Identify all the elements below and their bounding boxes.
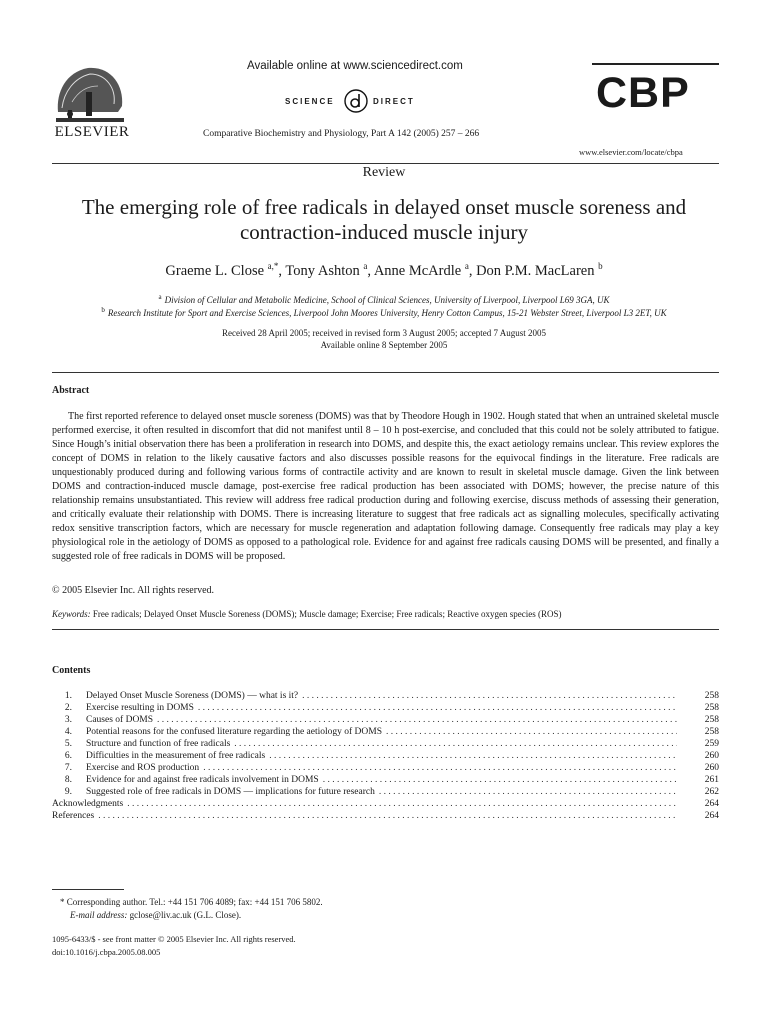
toc-title: Delayed Onset Muscle Soreness (DOMS) — what is it?: [86, 691, 299, 701]
toc-title: Acknowledgments: [52, 799, 124, 809]
received-dates: Received 28 April 2005; received in revised form 3 August 2005; accepted 7 August 2005: [222, 328, 546, 338]
toc-number: 1.: [64, 691, 72, 701]
email-label: E-mail address:: [70, 910, 128, 920]
keywords-text: Free radicals; Delayed Onset Muscle Soreness (DOMS); Muscle damage; Exercise; Free radicals; Reactive oxygen species (ROS): [92, 609, 562, 619]
toc-title: Structure and function of free radicals: [86, 739, 231, 749]
affiliation-b: [0, 306, 768, 318]
journal-citation: Comparative Biochemistry and Physiology, Part A 142 (2005) 257 – 266: [203, 129, 480, 139]
toc-number: 2.: [64, 703, 72, 713]
toc-leader: [234, 738, 677, 750]
author-name: Tony Ashton: [285, 262, 360, 279]
toc-page: 261: [704, 775, 719, 785]
abstract-body: The first reported reference to delayed onset muscle soreness (DOMS) was that by Theodore Hough in 1902. Hough stated that when an untrained skeletal muscle performed exercise, it often resulted in discomfort that did not manifest until 8 – 10 h post-exercise, and concluded that this could not be solely attributed to fatigue. Since Hough’s initial observation there has been a proliferation in research into DOMS, and despite this, the exact aetiology remains unclear. This review explores the concept of DOMS in relation to the likely causative factors and also discusses possible reasons for the equivocal findings in the literature. Free radicals are unquestionably produced during and following various forms of contractile activity and are known to result in skeletal muscle damage. Given the link between DOMS and contraction-induced muscle damage, post-exercise free radical production has been associated with DOMS; however, the precise nature of this relationship remains unsubstantiated. This review will address free radical production during and following exercise, discuss methods of assessing their generation, and critically evaluate their relationship with DOMS. There is increasing literature to suggest that free radicals act as signalling molecules, specifically activating redox sensitive transcription factors, which are necessary for muscle regeneration and adaptation following damage. Consequently free radicals may play a key physiological role in the aetiology of DOMS as opposed to a pathological role. Evidence for and against free radicals causing DOMS will be presented, and finally a suggested role of free radicals in DOMS will be proposed.: [52, 411, 719, 562]
toc-page: 260: [704, 763, 719, 773]
sciencedirect-logo: [285, 88, 435, 118]
toc-title: References: [52, 811, 95, 821]
toc-page: 260: [704, 751, 719, 761]
toc-leader: [386, 726, 677, 738]
toc-leader: [379, 786, 677, 798]
corresponding-mark: *: [60, 897, 65, 907]
abstract-copyright: © 2005 Elsevier Inc. All rights reserved.: [52, 585, 215, 596]
available-online-date: Available online 8 September 2005: [320, 340, 448, 350]
sciencedirect-logo-right: DIRECT: [373, 97, 415, 106]
toc-item[interactable]: [52, 738, 719, 750]
corresponding-author-footnote: [60, 897, 323, 907]
doi-line[interactable]: doi:10.1016/j.cbpa.2005.08.005: [52, 947, 161, 957]
toc-number: 8.: [64, 775, 72, 785]
toc-item[interactable]: [52, 762, 719, 774]
toc-leader: [302, 690, 677, 702]
toc-leader: [203, 762, 677, 774]
toc-number: 3.: [64, 715, 72, 725]
author-name: Graeme L. Close: [165, 262, 265, 279]
toc-title: Causes of DOMS: [86, 715, 154, 725]
toc-item[interactable]: [52, 714, 719, 726]
keywords-label: Keywords:: [52, 609, 91, 619]
toc-number: 9.: [64, 787, 72, 797]
toc-title: Suggested role of free radicals in DOMS — implications for future research: [86, 787, 375, 797]
toc-number: 6.: [64, 751, 72, 761]
article-type: Review: [362, 165, 406, 180]
email-footnote: [70, 910, 241, 920]
affiliation-mark: b: [101, 306, 105, 314]
corresponding-text: Corresponding author. Tel.: +44 151 706 4089; fax: +44 151 706 5802.: [66, 897, 323, 907]
toc-item[interactable]: [52, 702, 719, 714]
toc-page: 259: [704, 739, 719, 749]
toc-number: 7.: [64, 763, 72, 773]
keywords: [52, 609, 562, 619]
sciencedirect-logo-left: SCIENCE: [285, 97, 335, 106]
abstract-top-divider: [52, 372, 719, 373]
table-of-contents: [52, 690, 719, 822]
toc-number: 4.: [64, 727, 72, 737]
toc-leader: [323, 774, 677, 786]
toc-item[interactable]: [52, 786, 719, 798]
toc-title: Exercise resulting in DOMS: [86, 703, 194, 713]
toc-page: 258: [704, 703, 719, 713]
affiliation-text: Division of Cellular and Metabolic Medicine, School of Clinical Sciences, University of Liverpool, Liverpool L69 3GA, UK: [164, 295, 610, 305]
toc-item[interactable]: [52, 726, 719, 738]
affiliation-mark: a: [158, 293, 162, 301]
available-online-text: Available online at www.sciencedirect.com: [247, 60, 463, 72]
toc-page: 264: [704, 799, 719, 809]
author-affiliation-mark[interactable]: b: [598, 261, 603, 271]
affiliation-a: [0, 293, 768, 305]
toc-page: 258: [704, 727, 719, 737]
contents-heading: Contents: [52, 665, 91, 676]
affiliation-text: Research Institute for Sport and Exercise Sciences, Liverpool John Moores University, Henry Cotton Campus, 15-21 Webster Street, Liverpool L3 2ET, UK: [107, 308, 667, 318]
toc-number: 5.: [64, 739, 72, 749]
author-list: Graeme L. Close $^{a,*}$, Tony Ashton $^a$, Anne McArdle $^a$, Don P.M. MacLaren $^b$: [165, 261, 603, 279]
author-affiliation-mark[interactable]: a: [464, 261, 469, 271]
toc-page: 258: [704, 691, 719, 701]
abstract-bottom-divider: [52, 629, 719, 630]
toc-leader: [198, 702, 677, 714]
toc-leader: [98, 810, 677, 822]
footnote-divider: [52, 889, 124, 890]
toc-item[interactable]: [52, 798, 719, 810]
toc-title: Evidence for and against free radicals involvement in DOMS: [86, 775, 319, 785]
author-name: Anne McArdle: [373, 262, 462, 279]
toc-title: Exercise and ROS production: [86, 763, 200, 773]
abstract-heading: Abstract: [52, 385, 90, 396]
article-title: The emerging role of free radicals in delayed onset muscle soreness and contraction-induced muscle injury: [81, 195, 687, 244]
toc-leader: [269, 750, 677, 762]
toc-item[interactable]: [52, 810, 719, 822]
journal-logo: CBP: [596, 69, 690, 117]
toc-page: 262: [704, 787, 719, 797]
sciencedirect-d-icon: [343, 88, 369, 114]
toc-leader: [127, 798, 677, 810]
toc-page: 258: [704, 715, 719, 725]
publisher-name: ELSEVIER: [54, 124, 130, 140]
author-affiliation-mark[interactable]: a: [363, 261, 368, 271]
toc-page: 264: [704, 811, 719, 821]
toc-leader: [157, 714, 677, 726]
toc-title: Difficulties in the measurement of free radicals: [86, 751, 266, 761]
issn-line: 1095-6433/$ - see front matter © 2005 Elsevier Inc. All rights reserved.: [52, 934, 296, 944]
cbp-top-rule: [592, 63, 719, 65]
header-divider: [52, 163, 719, 164]
toc-item[interactable]: [52, 690, 719, 702]
author-name: Don P.M. MacLaren: [476, 262, 595, 279]
journal-url[interactable]: www.elsevier.com/locate/cbpa: [579, 147, 683, 157]
email-address[interactable]: gclose@liv.ac.uk (G.L. Close).: [129, 910, 242, 920]
author-affiliation-mark[interactable]: a,*: [267, 261, 279, 271]
toc-title: Potential reasons for the confused literature regarding the aetiology of DOMS: [86, 727, 382, 737]
toc-item[interactable]: [52, 774, 719, 786]
toc-item[interactable]: [52, 750, 719, 762]
